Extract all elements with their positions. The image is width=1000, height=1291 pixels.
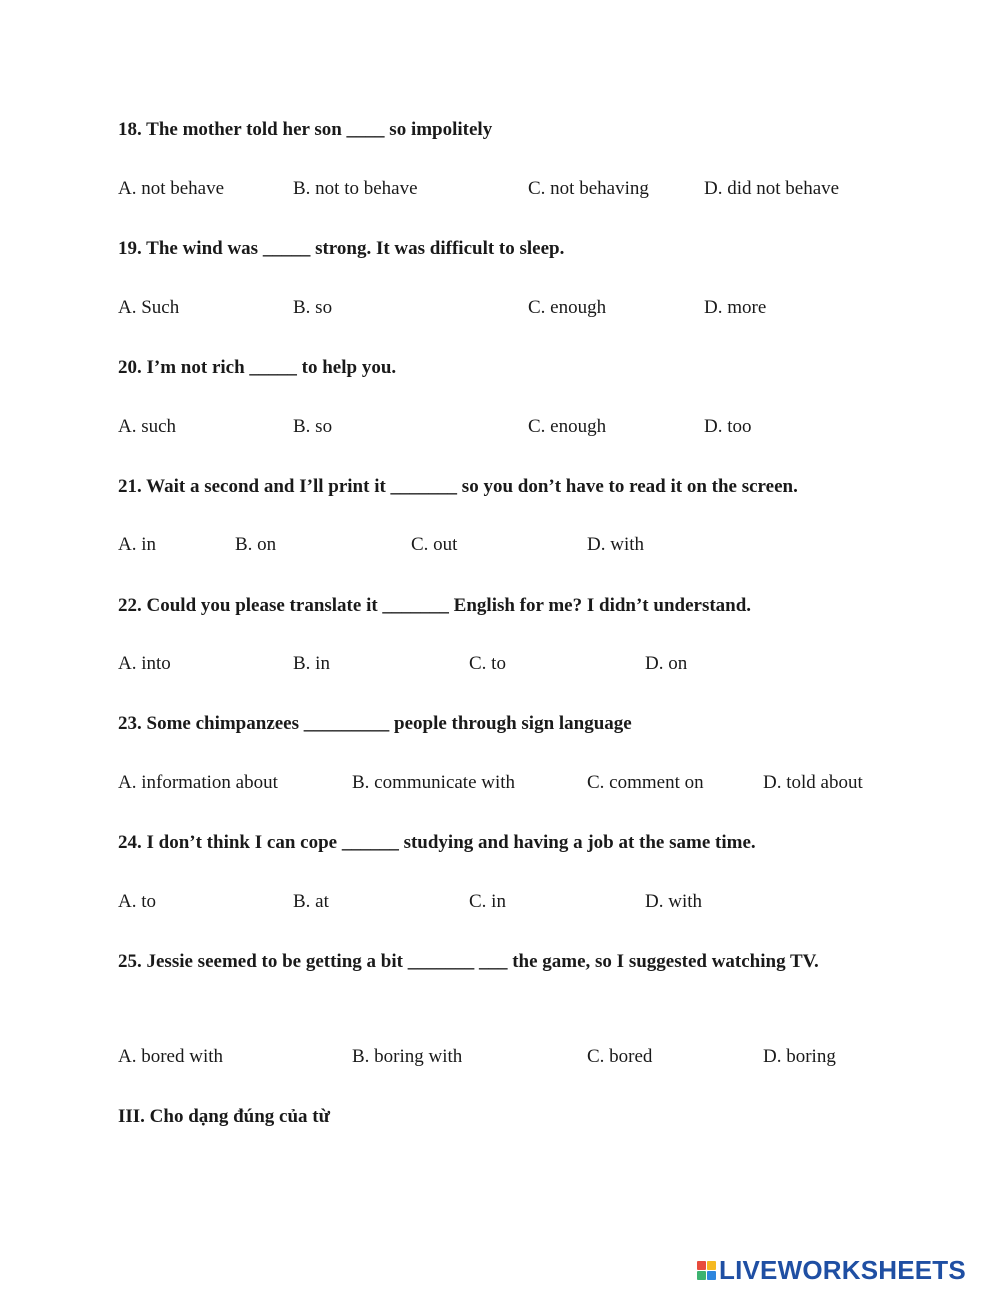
q22-option-b[interactable]: B. in	[293, 653, 330, 674]
question-19: 19. The wind was _____ strong. It was difficult to sleep.	[118, 238, 565, 259]
q18-option-c[interactable]: C. not behaving	[528, 178, 649, 199]
q24-option-b[interactable]: B. at	[293, 891, 329, 912]
q22-option-a[interactable]: A. into	[118, 653, 171, 674]
q24-option-c[interactable]: C. in	[469, 891, 506, 912]
q23-option-a[interactable]: A. information about	[118, 772, 278, 793]
question-18: 18. The mother told her son ____ so impolitely	[118, 119, 493, 140]
logo-block-blue	[707, 1271, 716, 1280]
logo-block-green	[697, 1271, 706, 1280]
q23-option-b[interactable]: B. communicate with	[352, 772, 516, 793]
logo-block-red	[697, 1261, 706, 1270]
q21-option-c[interactable]: C. out	[411, 534, 458, 555]
question-24: 24. I don’t think I can cope ______ studying and having a job at the same time.	[118, 832, 756, 853]
q19-option-d[interactable]: D. more	[704, 297, 767, 318]
q18-option-d[interactable]: D. did not behave	[704, 178, 840, 199]
q25-option-d[interactable]: D. boring	[763, 1046, 836, 1067]
question-21: 21. Wait a second and I’ll print it _______ so you don’t have to read it on the screen.	[118, 476, 798, 497]
logo-block-yellow	[707, 1261, 716, 1270]
q18-option-b[interactable]: B. not to behave	[293, 178, 418, 199]
q22-option-d[interactable]: D. on	[645, 653, 688, 674]
question-20: 20. I’m not rich _____ to help you.	[118, 357, 397, 378]
q23-option-c[interactable]: C. comment on	[587, 772, 704, 793]
q24-option-a[interactable]: A. to	[118, 891, 156, 912]
q20-option-d[interactable]: D. too	[704, 416, 752, 437]
q22-option-c[interactable]: C. to	[469, 653, 506, 674]
q24-option-d[interactable]: D. with	[645, 891, 702, 912]
q25-option-a[interactable]: A. bored with	[118, 1046, 224, 1067]
q18-option-a[interactable]: A. not behave	[118, 178, 225, 199]
q20-option-b[interactable]: B. so	[293, 416, 333, 437]
question-22: 22. Could you please translate it _______ English for me? I didn’t understand.	[118, 595, 752, 616]
q23-option-d[interactable]: D. told about	[763, 772, 863, 793]
section-heading: III. Cho dạng đúng của từ	[118, 1106, 331, 1127]
q19-option-c[interactable]: C. enough	[528, 297, 607, 318]
q19-option-b[interactable]: B. so	[293, 297, 333, 318]
q25-option-c[interactable]: C. bored	[587, 1046, 653, 1067]
q20-option-c[interactable]: C. enough	[528, 416, 607, 437]
logo-text: LIVEWORKSHEETS	[719, 1254, 966, 1285]
question-23: 23. Some chimpanzees _________ people through sign language	[118, 713, 632, 734]
q25-option-b[interactable]: B. boring with	[352, 1046, 463, 1067]
liveworksheets-logo[interactable]	[697, 1255, 966, 1285]
q21-option-b[interactable]: B. on	[235, 534, 277, 555]
q20-option-a[interactable]: A. such	[118, 416, 177, 437]
question-25: 25. Jessie seemed to be getting a bit _______ ___ the game, so I suggested watching TV.	[118, 951, 819, 972]
logo-blocks-icon	[697, 1261, 716, 1280]
q19-option-a[interactable]: A. Such	[118, 297, 180, 318]
q21-option-d[interactable]: D. with	[587, 534, 644, 555]
q21-option-a[interactable]: A. in	[118, 534, 156, 555]
